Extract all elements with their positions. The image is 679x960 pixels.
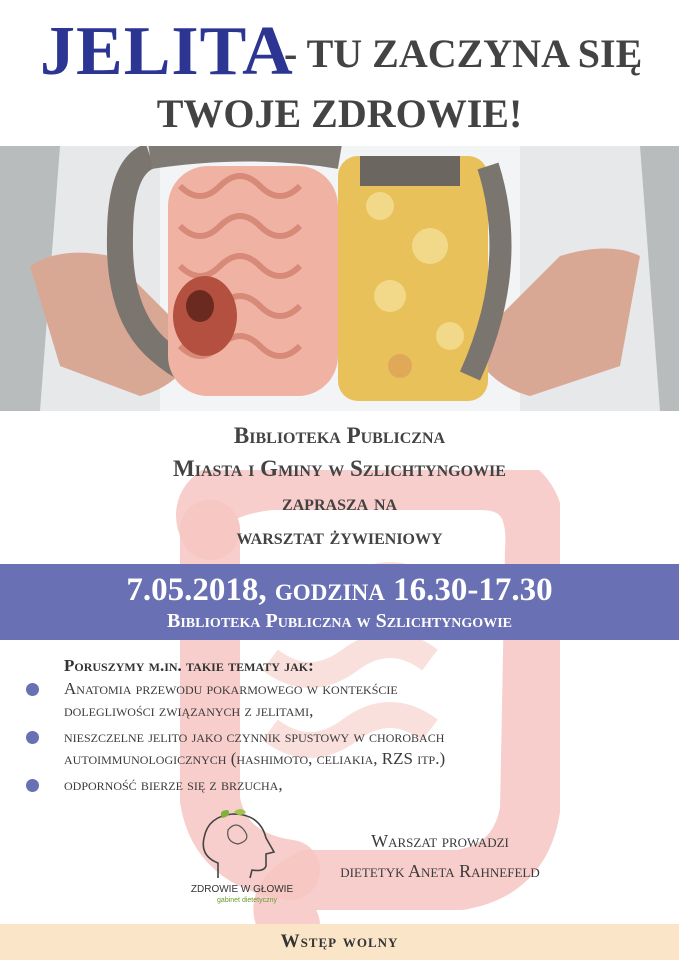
- bullet-icon: [26, 779, 39, 792]
- topic-item-1-line-2: dolegliwości związanych z jelitami,: [64, 701, 314, 720]
- invitation-line: zaprasza na: [281, 490, 398, 515]
- topics-heading: Poruszymy m.in. takie tematy jak:: [64, 656, 314, 675]
- title-line-1: - TU ZACZYNA SIĘ: [284, 31, 643, 76]
- logo-subtitle: gabinet dietetyczny: [217, 897, 277, 904]
- organizer-line-2: Miasta i Gminy w Szlichtyngowie: [173, 456, 506, 481]
- intestine-photo-svg: [0, 146, 679, 411]
- presenter-name: dietetyk Aneta Rahnefeld: [340, 861, 540, 881]
- bullet-icon: [26, 731, 39, 744]
- topic-item-3-line-1: odporność bierze się z brzucha,: [64, 775, 283, 794]
- bullet-icon: [26, 683, 39, 696]
- intestine-anatomy-model-image: [0, 146, 679, 411]
- organizer-line-1: Biblioteka Publiczna: [233, 423, 446, 448]
- title-line-2: TWOJE ZDROWIE!: [156, 91, 523, 136]
- workshop-line: warsztat żywieniowy: [236, 524, 443, 549]
- logo-name: ZDROWIE W GŁOWIE: [190, 884, 294, 895]
- free-entry-text: Wstęp wolny: [280, 931, 399, 952]
- topic-item-2-line-1: nieszczelne jelito jako czynnik spustowy w chorobach: [64, 727, 445, 746]
- presenter-label: Warszat prowadzi: [371, 831, 509, 851]
- event-place: Biblioteka Publiczna w Szlichtyngowie: [167, 610, 512, 632]
- title-main: JELITA: [40, 13, 294, 90]
- topic-item-2-line-2: autoimmunologicznych (hashimoto, celiakia, RZS itp.): [64, 749, 446, 768]
- event-date-time: 7.05.2018, godzina 16.30-17.30: [126, 572, 553, 608]
- topic-item-1-line-1: Anatomia przewodu pokarmowego w kontekście: [64, 679, 398, 698]
